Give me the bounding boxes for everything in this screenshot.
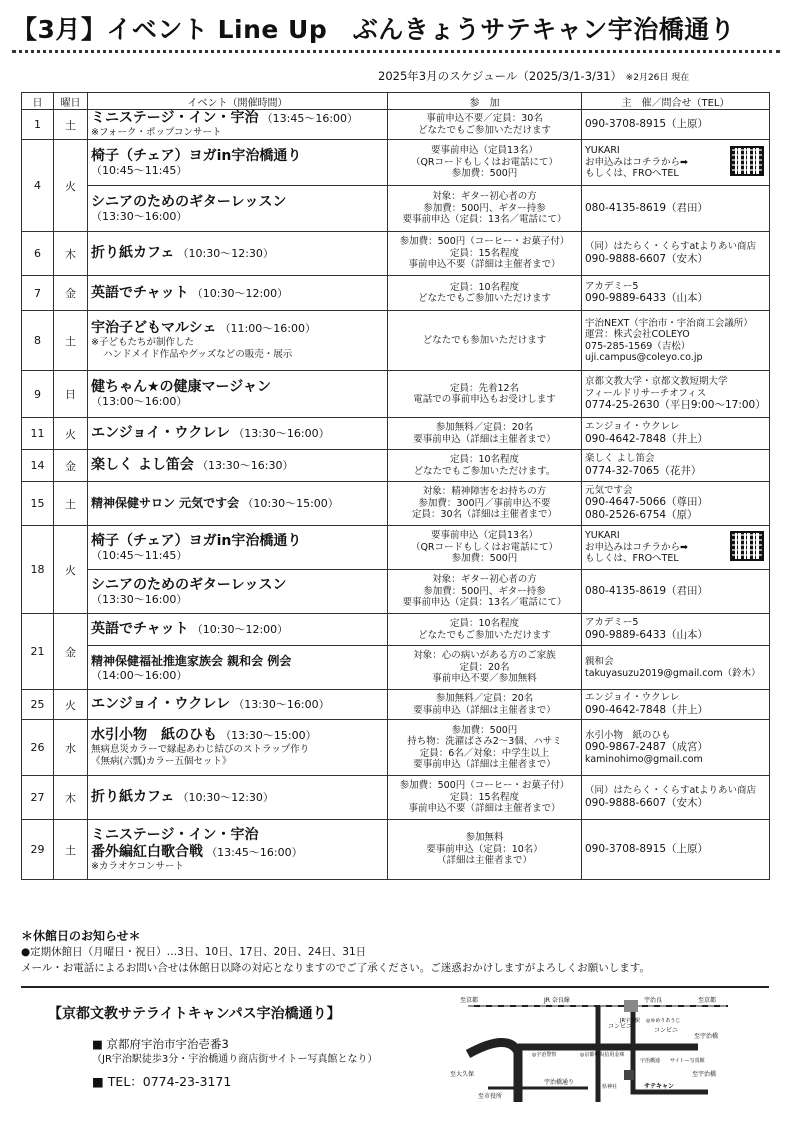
join-line: 参加無料 [465,832,504,844]
organizer-line: アカデミー5 [585,617,639,629]
organizer-cell [582,720,770,776]
weekday-cell: 水 [54,720,88,776]
map-label: ◎ゆめりあうじ [646,1018,681,1024]
organizer-cell [582,482,770,526]
organizer-cell [582,418,770,450]
closed-line-2: メール・お電話によるお問い合せは休館日以降の対応となりますのでご了承ください。ご迷惑おかけしますがよろしくお願いします。 [21,962,650,974]
event-title: 水引小物 紙のひも [91,727,217,743]
organizer-cell [582,614,770,646]
join-line: 要事前申込（定員13名） [430,530,539,542]
day-cell: 26 [22,720,54,776]
organizer-cell [582,526,770,570]
organizer-line: 080-2526-6754（原） [585,509,698,522]
organizer-line: 090-4647-5066（尊田） [585,496,709,509]
organizer-line: 075-285-1569（吉松） [585,340,691,352]
join-line: 事前申込不要／参加無料 [432,673,537,685]
map-label: コンビニ [654,1027,679,1034]
join-line: 定員：6名／対象：中学生以上 [419,747,550,759]
organizer-cell [582,140,770,186]
event-time: （13:30～16:30） [197,459,294,472]
event-time: （10:30～15:00） [242,497,339,510]
join-cell [388,482,582,526]
weekday-cell: 土 [54,110,88,140]
organizer-line: エンジョイ・ウクレレ [585,421,680,433]
join-line: どなたでもご参加いただけます。 [413,465,556,477]
join-line: （詳細は主催者まで） [436,855,532,867]
join-line: （QRコードもしくはお電話にて） [410,541,559,553]
join-line: 事前申込不要（詳細は主催者まで） [408,259,561,271]
map-label: 至宇治橋 [694,1033,719,1040]
event-time: （14:00～16:00） [91,668,188,682]
table-row [22,482,770,526]
organizer-cell [582,776,770,820]
table-row [22,186,770,232]
closed-days-notice [21,929,769,979]
event-time: （13:30～16:00） [91,209,188,223]
join-cell [388,690,582,720]
map-satecan-marker [624,1070,634,1080]
map-label: サイトー写真館 [670,1058,705,1064]
organizer-cell [582,110,770,140]
venue-tel: ■ TEL：0774-23-3171 [92,1074,232,1089]
organizer-cell [582,820,770,880]
map-label: 至市役所 [478,1093,503,1100]
day-cell: 8 [22,311,54,371]
map-label: ◎京都中央信用金庫 [580,1052,625,1058]
weekday-cell: 土 [54,482,88,526]
event-title: ミニステージ・イン・宇治 [91,110,259,126]
event-title: 椅子（チェア）ヨガin宇治橋通り [91,147,302,164]
join-line: 定員：10名程度 [449,281,520,293]
event-cell [88,690,388,720]
table-row [22,526,770,570]
weekday-cell: 金 [54,450,88,482]
day-cell: 1 [22,110,54,140]
join-cell [388,186,582,232]
event-title: 椅子（チェア）ヨガin宇治橋通り [91,532,302,549]
event-cell [88,311,388,371]
organizer-line: 090-9888-6607（安木） [585,796,709,809]
organizer-cell [582,570,770,614]
join-cell [388,276,582,311]
event-cell [88,276,388,311]
organizer-cell [582,311,770,371]
map-label: ◎宇治警察 [532,1052,557,1058]
access-map [448,992,738,1102]
organizer-line: 宇治NEXT（宇治市・宇治商工会議所） [585,317,753,329]
closed-line-1: ●定期休館日（月曜日・祝日）…3日、10日、17日、20日、24日、31日 [21,946,367,958]
weekday-cell: 金 [54,614,88,690]
event-title-2: 番外編紅白歌合戦 [91,843,203,860]
schedule-period: 2025年3月のスケジュール（2025/3/1-3/31） [378,69,623,83]
join-line: 対象：ギター初心者の方 [432,191,537,203]
closed-heading: ＊休館日のお知らせ＊ [21,929,141,943]
event-time: （13:45～16:00） [261,112,359,125]
event-cell [88,570,388,614]
event-cell [88,186,388,232]
table-row [22,690,770,720]
event-note: ※子どもたちが制作した [91,337,194,348]
join-line: 定員：10名程度 [449,618,520,629]
table-row [22,776,770,820]
organizer-line: （同）はたらく・くらすatよりあい商店 [585,785,757,797]
event-title: 健ちゃん★の健康マージャン [91,379,271,396]
organizer-line: お申込みはコチラから➡ [585,541,688,553]
event-note: ※フォーク・ポップコンサート [91,127,222,138]
day-cell: 11 [22,418,54,450]
organizer-cell [582,450,770,482]
page-title: 【3月】イベント Line Up ぶんきょうサテキャン宇治橋通り [12,15,736,44]
join-cell [388,776,582,820]
event-cell [88,776,388,820]
qr-code-icon[interactable] [730,531,764,561]
join-line: 参加費：500円 [451,553,518,565]
map-label: コンビニ [608,1023,633,1030]
organizer-line: （同）はたらく・くらすatよりあい商店 [585,241,757,253]
title-divider [12,50,780,53]
event-cell [88,482,388,526]
join-line: 参加費：500円（コーヒー・お菓子付） [399,780,570,792]
join-line: 要事前申込（定員13名） [430,145,539,157]
organizer-cell [582,276,770,311]
event-title: 折り紙カフェ [91,245,175,261]
join-line: 定員：先着12名 [449,382,520,394]
join-line: 参加費：500円 [451,724,518,736]
organizer-line: 090-9888-6607（安木） [585,252,709,265]
join-cell [388,110,582,140]
organizer-email[interactable]: kaminohimo@gmail.com [585,754,703,765]
map-label: 至大久保 [450,1071,475,1078]
event-title: エンジョイ・ウクレレ [91,425,231,441]
table-row [22,140,770,186]
event-time: （13:00～16:00） [91,395,188,409]
join-line: 参加無料／定員：20名 [435,693,534,704]
join-cell [388,140,582,186]
table-row [22,418,770,450]
col-weekday: 曜日 [54,93,88,110]
join-line: 参加費：500円、ギター持参 [423,585,546,597]
join-line: 定員：15名程度 [449,247,520,259]
event-time: （10:30～12:30） [177,791,274,804]
map-road [633,1012,708,1092]
join-line: 事前申込不要（詳細は主催者まで） [408,803,561,815]
event-cell [88,418,388,450]
join-line: 対象：心の病いがある方のご家族 [413,650,556,662]
event-title: 楽しく よし笛会 [91,457,194,473]
join-cell [388,570,582,614]
join-line: 参加費：500円、ギター持参 [423,202,546,214]
join-line: 要事前申込（詳細は主催者まで） [413,433,556,445]
event-title: シニアのためのギターレッスン [91,193,287,210]
map-station-icon [624,1000,638,1012]
organizer-line: 090-4642-7848（井上） [585,703,709,716]
map-label: 宇治橋通り [544,1079,575,1086]
table-row [22,720,770,776]
event-cell [88,646,388,690]
event-time: （10:45～11:45） [91,163,188,177]
join-line: 参加無料／定員：20名 [435,422,534,433]
event-time: （13:30～16:00） [233,427,330,440]
table-header [22,93,770,110]
weekday-cell: 日 [54,371,88,418]
event-cell [88,720,388,776]
organizer-email[interactable]: takuyasuzu2019@gmail.com（鈴木） [585,667,761,679]
table-row [22,232,770,276]
join-line: 定員：15名程度 [449,791,520,803]
event-time: （11:00～16:00） [219,322,316,335]
table-row [22,614,770,646]
weekday-cell: 金 [54,276,88,311]
event-cell [88,526,388,570]
map-label: 県神社 [602,1084,618,1090]
join-line: 対象：精神障害をお持ちの方 [422,486,547,498]
join-line: 要事前申込（詳細は主催者まで） [413,704,556,716]
day-cell: 18 [22,526,54,614]
event-title: 英語でチャット [91,284,189,301]
join-cell [388,820,582,880]
day-cell: 7 [22,276,54,311]
table-row [22,371,770,418]
join-line: 要事前申込（定員：10名） [426,843,543,855]
day-cell: 4 [22,140,54,232]
event-note: 無病息災カラーで縁起あわじ結びのストラップ作り [91,744,310,755]
organizer-line: 090-9889-6433（山本） [585,292,709,305]
schedule-label [378,68,689,84]
join-cell [388,232,582,276]
col-join: 参 加 [388,93,582,110]
weekday-cell: 火 [54,690,88,720]
table-row [22,276,770,311]
table-row [22,311,770,371]
organizer-cell [582,371,770,418]
join-line: 電話での事前申込もお受けします [413,394,556,405]
event-cell [88,371,388,418]
organizer-line: アカデミー5 [585,280,639,292]
weekday-cell: 木 [54,232,88,276]
map-label: 至京都 [698,997,717,1004]
table-row [22,450,770,482]
weekday-cell: 土 [54,820,88,880]
organizer-line: 京都文教大学・京都文教短期大学 [585,376,728,387]
event-title: 精神保健サロン 元気です会 [91,496,240,510]
qr-code-icon[interactable] [730,146,764,176]
organizer-line: 090-3708-8915（上原） [585,843,709,855]
event-time: （10:30～12:00） [191,623,289,636]
table-row [22,110,770,140]
event-title: 精神保健福祉推進家族会 親和会 例会 [91,653,292,668]
join-cell [388,614,582,646]
map-label: 至京都 [460,997,479,1004]
join-cell [388,720,582,776]
event-title: ミニステージ・イン・宇治 [91,826,259,843]
join-line: （QRコードもしくはお電話にて） [410,156,559,168]
weekday-cell: 木 [54,776,88,820]
join-line: 要事前申込（定員：13名／電話にて） [402,597,567,609]
day-cell: 25 [22,690,54,720]
event-title: シニアのためのギターレッスン [91,576,287,593]
event-note: 《無病(六瓢)カラー五個セット》 [91,756,232,767]
organizer-line: 090-9867-2487（成宮） [585,741,709,753]
organizer-line: 楽しく よし笛会 [585,453,655,465]
col-event: イベント（開催時間） [88,93,388,110]
join-line: 定員：30名（詳細は主催者まで） [411,509,558,521]
join-cell [388,646,582,690]
weekday-cell: 火 [54,418,88,450]
organizer-line: 080-4135-8619（君田） [585,202,709,214]
join-line: 定員：10名程度 [449,454,520,465]
map-label: JR 奈良線 [544,997,570,1004]
day-cell: 9 [22,371,54,418]
map-label: 至宇治橋 [692,1071,717,1078]
event-time: （13:45～16:00） [206,845,303,859]
organizer-line: 水引小物 紙のひも [585,729,671,741]
organizer-line: 090-4642-7848（井上） [585,432,709,445]
event-table [21,92,770,880]
event-cell [88,140,388,186]
organizer-line: 運営：株式会社COLEYO [585,329,690,340]
day-cell: 15 [22,482,54,526]
venue-access: （JR宇治駅徒歩3分・宇治橋通り商店街サイトー写真館となり） [92,1054,378,1065]
venue-name: 【京都文教サテライトキャンパス宇治橋通り】 [48,1006,341,1022]
organizer-line: もしくは、FROへTEL [585,553,679,565]
join-line: 定員：20名 [459,661,510,673]
join-line: 持ち物：洗濯ばさみ2～3個、ハサミ [407,736,562,747]
venue-address: ■ 京都府宇治市宇治壱番3 [92,1037,229,1051]
join-cell [388,371,582,418]
organizer-line: YUKARI [585,145,620,157]
weekday-cell: 土 [54,311,88,371]
organizer-line: 080-4135-8619（君田） [585,585,709,597]
day-cell: 14 [22,450,54,482]
join-line: どなたでもご参加いただけます [417,124,551,136]
col-day: 日 [22,93,54,110]
event-title: 折り紙カフェ [91,789,175,805]
event-cell [88,614,388,646]
event-title: エンジョイ・ウクレレ [91,696,231,712]
table-row [22,570,770,614]
join-line: 対象：ギター初心者の方 [432,574,537,586]
table-row [22,820,770,880]
event-note: ハンドメイド作品やグッズなどの販売・展示 [103,349,293,360]
join-line: どなたでもご参加いただけます [417,629,551,641]
event-title: 英語でチャット [91,621,189,637]
event-cell [88,820,388,880]
event-time: （10:45～11:45） [91,548,188,562]
organizer-cell [582,186,770,232]
join-line: 要事前申込（詳細は主催者まで） [413,759,556,770]
join-line: 要事前申込（定員：13名／電話にて） [402,214,567,226]
map-label: サテキャン [644,1083,675,1090]
join-line: どなたでもご参加いただけます [417,293,551,304]
organizer-cell [582,690,770,720]
join-cell [388,418,582,450]
event-time: （10:30～12:00） [191,286,289,300]
join-cell [388,311,582,371]
organizer-cell [582,232,770,276]
organizer-line: YUKARI [585,530,620,542]
organizer-line: お申込みはコチラから➡ [585,156,688,168]
organizer-line: 090-3708-8915（上原） [585,118,709,130]
event-cell [88,232,388,276]
venue-address-block [92,1036,378,1068]
day-cell: 6 [22,232,54,276]
as-of-date: ※2月26日 現在 [625,73,690,83]
organizer-line: もしくは、FROへTEL [585,168,679,180]
organizer-line: フィールドリサーチオフィス [585,387,707,399]
organizer-cell [582,646,770,690]
event-time: （13:30～16:00） [233,698,330,711]
event-time: （10:30～12:30） [177,247,274,260]
organizer-line: エンジョイ・ウクレレ [585,692,680,704]
event-note: ※カラオケコンサート [91,860,184,872]
organizer-line: 元気です会 [585,484,633,496]
join-line: 参加費：500円 [451,168,518,180]
day-cell: 21 [22,614,54,690]
weekday-cell: 火 [54,526,88,614]
join-line: 参加費：500円（コーヒー・お菓子付） [399,236,570,248]
day-cell: 29 [22,820,54,880]
map-label: 宇治良 [644,997,663,1004]
col-organizer: 主 催／問合せ（TEL） [582,93,770,110]
map-label: 宇治橋通 [640,1058,661,1064]
event-time: （13:30～15:00） [220,729,317,742]
join-line: 参加費：300円／事前申込不要 [418,497,551,509]
footer-divider [21,986,769,988]
event-time: （13:30～16:00） [91,592,188,606]
organizer-line: 090-9889-6433（山本） [585,628,709,641]
day-cell: 27 [22,776,54,820]
organizer-line: 0774-32-7065（花井） [585,464,702,477]
organizer-line: 親和会 [585,656,614,667]
organizer-line: 0774-25-2630（平日9:00～17:00） [585,399,766,411]
event-cell [88,450,388,482]
map-label: JR宇治駅 [620,1018,640,1024]
join-line: どなたでも参加いただけます [422,334,547,346]
join-line: 事前申込不要／定員：30名 [426,113,543,124]
event-cell [88,110,388,140]
table-row [22,646,770,690]
event-title: 宇治子どもマルシェ [91,320,217,336]
organizer-email[interactable]: uji.campus@coleyo.co.jp [585,352,703,363]
weekday-cell: 火 [54,140,88,232]
join-cell [388,526,582,570]
join-cell [388,450,582,482]
